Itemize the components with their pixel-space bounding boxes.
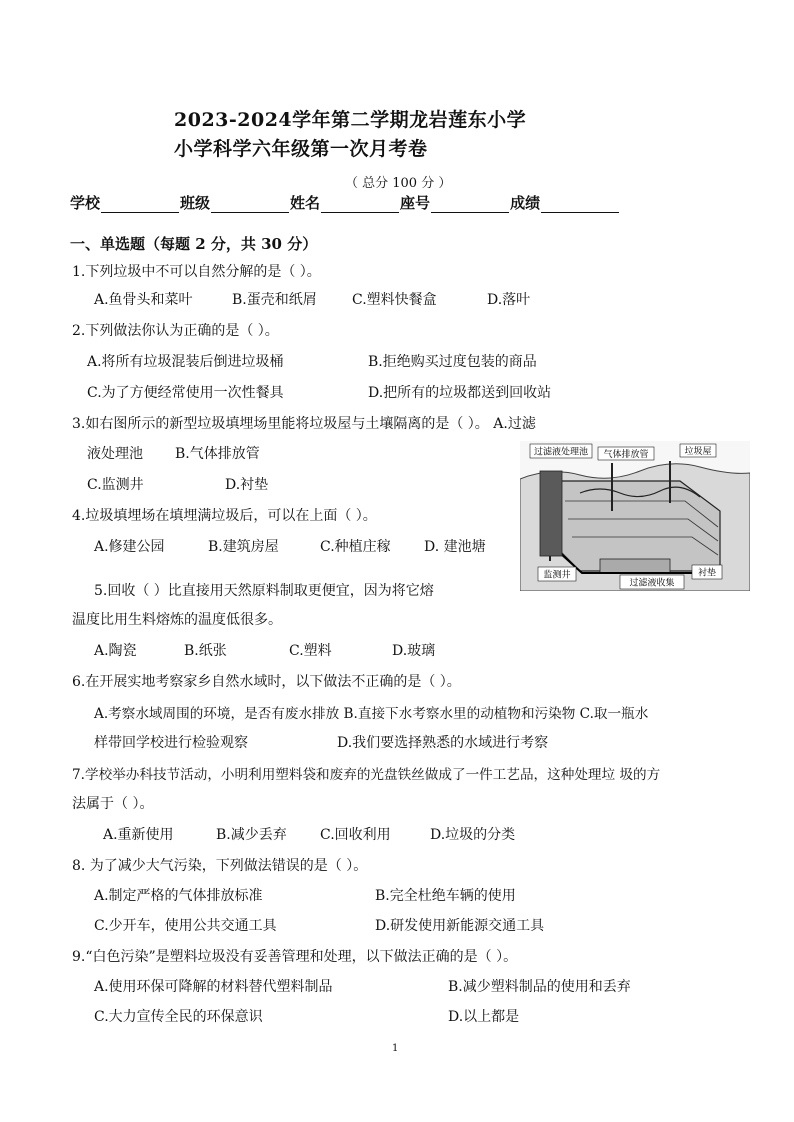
class-label: 班级 — [180, 194, 211, 212]
question-3-stem: 3.如右图所示的新型垃圾填埋场里能将垃圾屋与土壤隔离的是（ ）。 A.过滤 — [72, 416, 536, 432]
question-2-option-a[interactable]: A.将所有垃圾混装后倒进垃圾桶 — [87, 354, 284, 370]
question-8-stem: 8. 为了减少大气污染，下列做法错误的是（ ）。 — [72, 858, 368, 874]
question-6-option-d[interactable]: D.我们要选择熟悉的水域进行考察 — [337, 735, 549, 751]
question-4-option-b[interactable]: B.建筑房屋 — [208, 539, 279, 555]
question-9-option-d[interactable]: D.以上都是 — [448, 1009, 520, 1025]
exam-title-line1: 2023-2024学年第二学期龙岩莲东小学 — [174, 109, 527, 131]
score-label: 成绩 — [510, 194, 541, 212]
question-6-options-line[interactable]: A.考察水域周围的环境，是否有废水排放 B.直接下水考察水里的动植物和污染物 C.取一瓶水 — [94, 706, 649, 722]
question-7-option-b[interactable]: B.减少丢弃 — [216, 827, 287, 843]
question-3-stem-cont: 液处理池 — [87, 446, 143, 462]
question-5-option-b[interactable]: B.纸张 — [184, 643, 227, 659]
question-4-option-d[interactable]: D. 建池塘 — [424, 539, 486, 555]
school-blank[interactable] — [101, 196, 179, 213]
question-7-option-c[interactable]: C.回收利用 — [320, 827, 391, 843]
question-6-option-c-cont: 样带回学校进行检验观察 — [94, 735, 248, 751]
question-5-stem-cont: 温度比用生料熔炼的温度低很多。 — [72, 612, 282, 628]
question-1-option-d[interactable]: D.落叶 — [487, 292, 531, 308]
question-4-option-c[interactable]: C.种植庄稼 — [320, 539, 391, 555]
question-5-option-c[interactable]: C.塑料 — [289, 643, 332, 659]
name-label: 姓名 — [290, 194, 321, 212]
question-3-option-d[interactable]: D.衬垫 — [225, 477, 269, 493]
label-filter-pool: 过滤液处理池 — [533, 447, 589, 458]
question-7-option-a[interactable]: A.重新使用 — [103, 827, 174, 843]
exam-title-line2: 小学科学六年级第一次月考卷 — [174, 138, 428, 160]
total-score: （ 总分 100 分 ） — [345, 176, 452, 191]
score-blank[interactable] — [541, 196, 619, 213]
label-gas-pipe: 气体排放管 — [603, 450, 649, 460]
question-9-option-b[interactable]: B.减少塑料制品的使用和丢弃 — [448, 979, 631, 995]
question-3-option-b[interactable]: B.气体排放管 — [175, 446, 260, 462]
question-1-stem: 1.下列垃圾中不可以自然分解的是（ ）。 — [72, 264, 321, 280]
label-filter-collect: 过滤液收集 — [629, 578, 675, 589]
question-8-option-d[interactable]: D.研发使用新能源交通工具 — [375, 918, 545, 934]
question-5-stem: 5.回收（ ）比直接用天然原料制取更便宜，因为将它熔 — [94, 583, 434, 599]
question-6-stem: 6.在开展实地考察家乡自然水域时，以下做法不正确的是（ ）。 — [72, 674, 461, 690]
question-2-option-c[interactable]: C.为了方便经常使用一次性餐具 — [87, 385, 284, 401]
question-2-option-b[interactable]: B.拒绝购买过度包装的商品 — [368, 354, 537, 370]
page-number: 1 — [392, 1043, 399, 1054]
question-9-stem: 9.“白色污染”是塑料垃圾没有妥善管理和处理，以下做法正确的是（ ）。 — [72, 949, 518, 965]
question-1-option-b[interactable]: B.蛋壳和纸屑 — [232, 292, 317, 308]
question-7-stem-cont: 法属于（ ）。 — [72, 796, 154, 812]
question-7-stem: 7.学校举办科技节活动，小明利用塑料袋和废弃的光盘铁丝做成了一件工艺品，这种处理垃 圾的方 — [72, 767, 661, 783]
name-blank[interactable] — [321, 196, 399, 213]
student-info-row — [70, 192, 620, 213]
question-4-option-a[interactable]: A.修建公园 — [94, 539, 165, 555]
question-8-option-b[interactable]: B.完全杜绝车辆的使用 — [375, 888, 516, 904]
seat-blank[interactable] — [431, 196, 509, 213]
class-blank[interactable] — [211, 196, 289, 213]
school-label: 学校 — [70, 194, 101, 212]
label-monitor-well: 监测井 — [543, 570, 571, 581]
seat-label: 座号 — [400, 194, 431, 212]
question-8-option-c[interactable]: C.少开车，使用公共交通工具 — [94, 918, 277, 934]
label-liner: 衬垫 — [697, 568, 717, 579]
question-2-stem: 2.下列做法你认为正确的是（ ）。 — [72, 323, 279, 339]
question-2-option-d[interactable]: D.把所有的垃圾都送到回收站 — [368, 385, 552, 401]
question-8-option-a[interactable]: A.制定严格的气体排放标准 — [94, 888, 263, 904]
section-heading: 一、单选题（每题 2 分，共 30 分） — [70, 235, 318, 253]
question-7-option-d[interactable]: D.垃圾的分类 — [430, 827, 516, 843]
question-5-option-a[interactable]: A.陶瓷 — [94, 643, 137, 659]
question-9-option-c[interactable]: C.大力宣传全民的环保意识 — [94, 1009, 263, 1025]
landfill-diagram — [520, 441, 750, 591]
label-garbage-house: 垃圾屋 — [684, 447, 712, 457]
question-5-option-d[interactable]: D.玻璃 — [392, 643, 436, 659]
question-3-option-c[interactable]: C.监测井 — [87, 477, 144, 493]
question-1-option-c[interactable]: C.塑料快餐盒 — [352, 292, 437, 308]
question-1-option-a[interactable]: A.鱼骨头和菜叶 — [94, 292, 193, 308]
question-9-option-a[interactable]: A.使用环保可降解的材料替代塑料制品 — [94, 979, 333, 995]
question-4-stem: 4.垃圾填埋场在填埋满垃圾后，可以在上面（ ）。 — [72, 508, 377, 524]
